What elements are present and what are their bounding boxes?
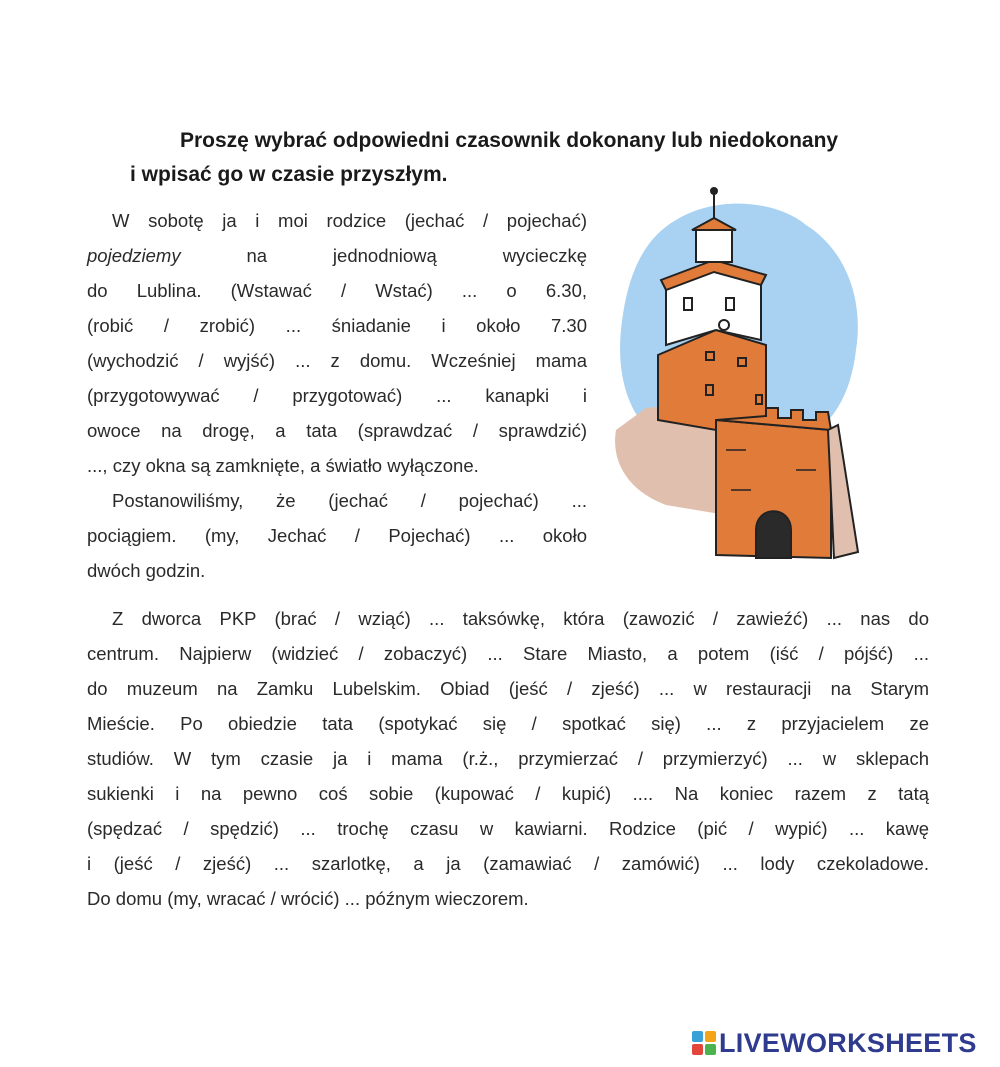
logo-mark-icon [692,1031,716,1055]
p1-line-9: Postanowiliśmy, że (jechać / pojechać) ... [112,490,587,511]
p1-line-10: pociągiem. (my, Jechać / Pojechać) ... około [87,525,587,546]
lantern [696,230,732,262]
brand-name: LIVEWORKSHEETS [719,1027,977,1058]
p2-line-3: do muzeum na Zamku Lubelskim. Obiad (jeść / zjeść) ... w restauracji na Starym [87,678,929,699]
p1-line-2-rest: na jednodniową wycieczkę [180,245,587,266]
p1-line-4: (robić / zrobić) ... śniadanie i około 7.30 [87,315,587,336]
lublin-castle-gate-illustration [606,180,866,570]
p2-line-8: i (jeść / zjeść) ... szarlotkę, a ja (zamawiać / zamówić) ... lody czekoladowe. [87,853,929,874]
paragraph-2 [87,601,929,916]
logo-square-icon [692,1031,703,1042]
instruction-line-2: i wpisać go w czasie przyszłym. [130,163,448,186]
logo-square-icon [692,1044,703,1055]
p2-line-1: Z dworca PKP (brać / wziąć) ... taksówkę, która (zawozić / zawieźć) ... nas do [112,608,929,629]
p1-line-1: W sobotę ja i moi rodzice (jechać / pojechać) [112,210,587,231]
right-pillar [828,425,858,558]
gate-arch [756,511,791,558]
p2-line-6: sukienki i na pewno coś sobie (kupować / kupić) .... Na koniec razem z tatą [87,783,929,804]
p2-line-7: (spędzać / spędzić) ... trochę czasu w kawiarni. Rodzice (pić / wypić) ... kawę [87,818,929,839]
p1-line-5: (wychodzić / wyjść) ... z domu. Wcześniej mama [87,350,587,371]
p1-line-6: (przygotowywać / przygotować) ... kanapki i [87,385,587,406]
p2-line-2: centrum. Najpierw (widzieć / zobaczyć) ... Stare Miasto, a potem (iść / pójść) ... [87,643,929,664]
logo-square-icon [705,1031,716,1042]
p1-line-7: owoce na drogę, a tata (sprawdzać / sprawdzić) [87,420,587,441]
p1-line-2 [87,238,587,273]
logo-square-icon [705,1044,716,1055]
spire-ball [710,187,718,195]
p2-line-5: studiów. W tym czasie ja i mama (r.ż., przymierzać / przymierzyć) ... w sklepach [87,748,929,769]
instruction-line-1: Proszę wybrać odpowiedni czasownik dokonany lub niedokonany [180,129,839,152]
example-answer: pojedziemy [87,245,181,266]
p1-line-8: ..., czy okna są zamknięte, a światło wyłączone. [87,455,479,476]
paragraph-1 [87,203,587,588]
p1-line-11: dwóch godzin. [87,560,206,581]
p1-line-3: do Lublina. (Wstawać / Wstać) ... o 6.30, [87,280,587,301]
liveworksheets-logo [692,1028,977,1058]
p2-line-9: Do domu (my, wracać / wrócić) ... późnym wieczorem. [87,888,529,909]
p2-line-4: Mieście. Po obiedzie tata (spotykać się / spotkać się) ... z przyjacielem ze [87,713,929,734]
